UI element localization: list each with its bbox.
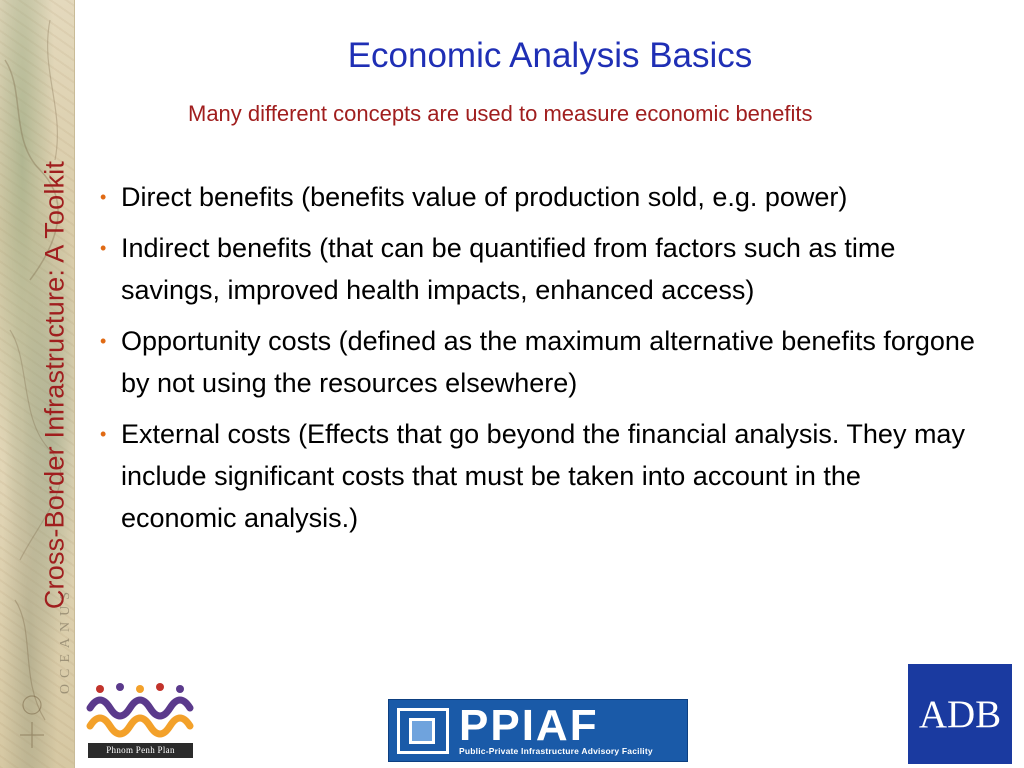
bullet-text: External costs (Effects that go beyond the financial analysis. They may include significant costs that must be taken into account in the economic analysis.)	[121, 419, 965, 533]
bullet-marker-icon: •	[100, 238, 107, 258]
decorative-map-strip	[0, 0, 75, 768]
bullet-item	[100, 413, 980, 539]
ppiaf-wordmark: PPIAF	[459, 701, 599, 750]
toolkit-sidebar-label: Cross-Border Infrastructure: A Toolkit	[39, 160, 70, 610]
slide-title: Economic Analysis Basics	[347, 36, 753, 75]
map-lettering: OCEANUS	[58, 585, 73, 695]
bullet-item	[100, 227, 980, 311]
bullet-marker-icon: •	[100, 331, 107, 351]
phnom-penh-plan-caption: Phnom Penh Plan	[88, 743, 193, 758]
bullet-item	[100, 176, 980, 218]
adb-logo: ADB	[908, 664, 1012, 764]
dancing-figures-icon	[90, 683, 190, 734]
bullet-marker-icon: •	[100, 187, 107, 207]
bullet-text: Indirect benefits (that can be quantified from factors such as time savings, improved health impacts, enhanced access)	[121, 233, 896, 305]
bullet-list	[100, 176, 980, 548]
bullet-item	[100, 320, 980, 404]
bullet-text: Opportunity costs (defined as the maximum alternative benefits forgone by not using the resources elsewhere)	[121, 326, 975, 398]
bullet-text: Direct benefits (benefits value of production sold, e.g. power)	[121, 182, 848, 212]
ppiaf-emblem-icon	[397, 708, 449, 754]
bullet-marker-icon: •	[100, 424, 107, 444]
ppiaf-subtitle: Public-Private Infrastructure Advisory Facility	[459, 746, 653, 756]
ppiaf-logo	[388, 699, 688, 762]
slide-subtitle: Many different concepts are used to measure economic benefits	[188, 101, 813, 126]
